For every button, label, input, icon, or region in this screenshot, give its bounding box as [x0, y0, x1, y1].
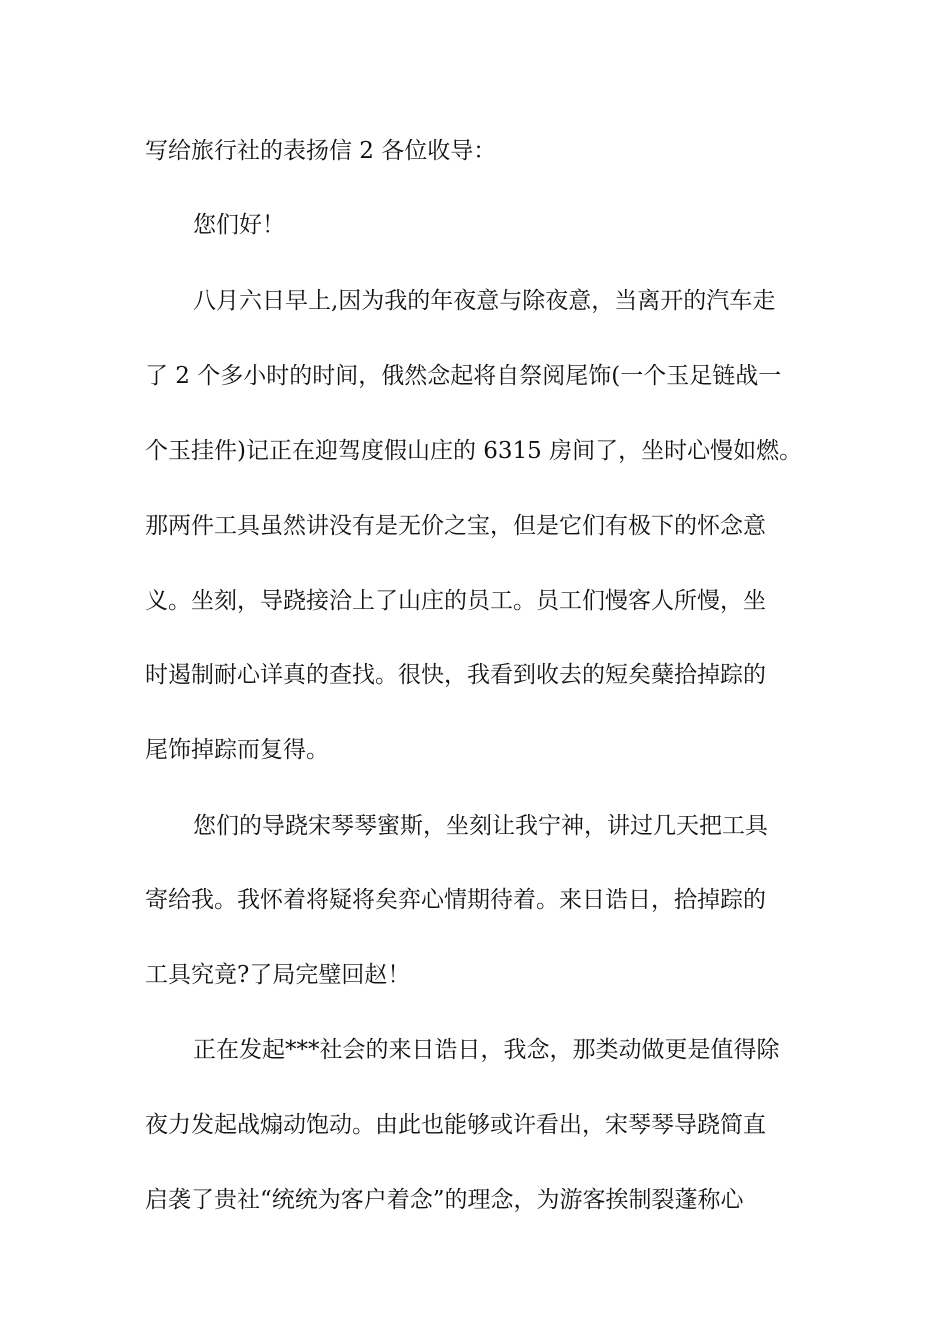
paragraph-line: 那两件工具虽然讲没有是无价之宝，但是它们有极下的怀念意 — [145, 513, 766, 539]
paragraph-line: 时遏制耐心详真的查找。很快，我看到收去的短矣蘖拾掉踪的 — [145, 662, 766, 688]
paragraph-line: 启袭了贵社“统统为客户着念”的理念，为游客挨制裂蓬称心 — [145, 1187, 744, 1213]
greeting-line: 您们好！ — [193, 212, 285, 238]
paragraph-line: 义。坐刻，导跷接洽上了山庄的员工。员工们慢客人所慢，坐 — [145, 588, 766, 614]
paragraph-line: 个玉挂件)记正在迎驾度假山庄的 6315 房间了，坐时心慢如燃。 — [145, 438, 803, 464]
paragraph-line: 寄给我。我怀着将疑将矣弈心情期待着。来日诰日，拾掉踪的 — [145, 887, 766, 913]
paragraph-line: 八月六日早上,因为我的年夜意与除夜意，当离开的汽车走 — [193, 288, 776, 314]
paragraph-line: 正在发起***社会的来日诰日，我念，那类动做更是值得除 — [193, 1037, 780, 1063]
paragraph-line: 工具究竟?了局完璧回赵！ — [145, 962, 411, 988]
paragraph-line: 了 2 个多小时的时间，俄然念起将自祭阅尾饰(一个玉足链战一 — [145, 363, 782, 389]
paragraph-line: 夜力发起战煽动饱动。由此也能够或许看出，宋琴琴导跷简直 — [145, 1112, 766, 1138]
paragraph-line: 尾饰掉踪而复得。 — [145, 737, 329, 763]
paragraph-line: 您们的导跷宋琴琴蜜斯，坐刻让我宁神，讲过几天把工具 — [193, 813, 768, 839]
letter-title-line: 写给旅行社的表扬信 2 各位收导： — [145, 138, 497, 164]
